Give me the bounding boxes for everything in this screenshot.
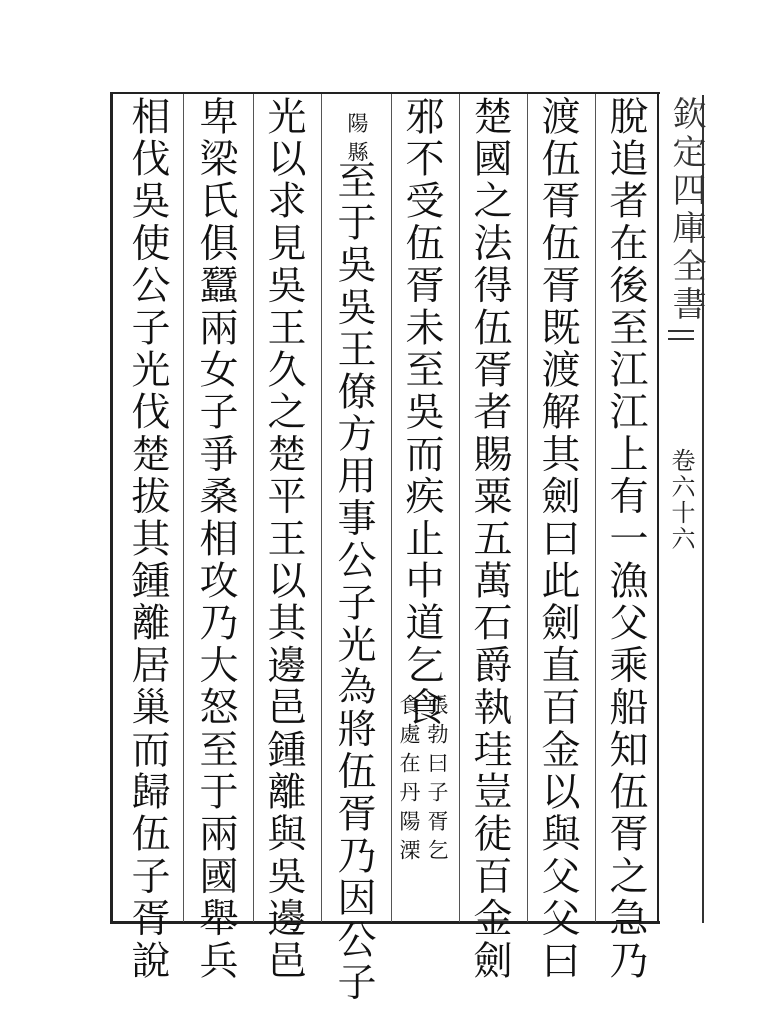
annotation-line-2: 食處在丹陽溧 xyxy=(397,694,421,868)
column-rule xyxy=(183,94,184,922)
column-rule xyxy=(459,94,460,922)
column-rule xyxy=(527,94,528,922)
volume-number: 卷六十六 xyxy=(667,448,695,552)
column-rule xyxy=(253,94,254,922)
fishtail-mark xyxy=(668,330,694,340)
column-rule xyxy=(595,94,596,922)
text-column-5: 至于吳吳王僚方用事公子光為將伍胥乃因公子 xyxy=(331,160,376,1004)
frame-right-border xyxy=(657,92,659,924)
text-column-3: 楚國之法得伍胥者賜粟五萬石爵執珪豈徒百金劍 xyxy=(467,96,512,983)
text-column-8: 相伐吳使公子光伐楚拔其鍾離居巢而歸伍子胥說 xyxy=(125,96,170,983)
annotation-line-1: 張勃曰子胥乞 xyxy=(425,694,449,868)
text-column-6: 光以求見吳王久之楚平王以其邊邑鍾離與吳邊邑 xyxy=(261,96,306,983)
text-column-1: 脫追者在後至江江上有一漁父乘船知伍胥之急乃 xyxy=(603,96,648,983)
book-title: 欽定四庫全書 xyxy=(666,96,706,324)
column-rule xyxy=(321,94,322,922)
column-rule xyxy=(391,94,392,922)
text-column-4: 邪不受伍胥未至吳而疾止中道乞食 xyxy=(399,96,444,729)
text-column-7: 卑梁氏俱蠶兩女子爭桑相攻乃大怒至于兩國舉兵 xyxy=(193,96,238,983)
text-column-2: 渡伍胥伍胥既渡解其劍曰此劍直百金以與父父曰 xyxy=(535,96,580,983)
annotation-continuation: 陽縣 xyxy=(345,112,369,170)
